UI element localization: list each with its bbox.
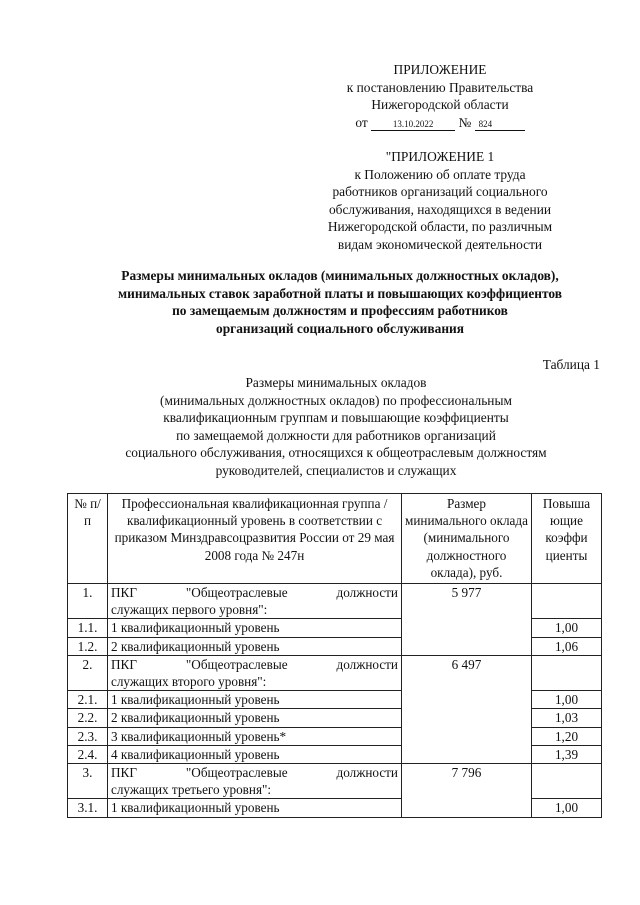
row-coef: 1,00 <box>532 691 602 709</box>
main-title <box>60 267 620 337</box>
appendix-header <box>230 61 640 131</box>
table-title-line: по замещаемой должности для работников организаций <box>176 427 496 443</box>
row-level-name: 1 квалификационный уровень <box>108 799 402 817</box>
pkg-label: ПКГ <box>111 585 137 601</box>
row-num: 2.1. <box>68 691 108 709</box>
pkg-name-quoted: "Общеотраслевые <box>185 585 288 601</box>
number-value: 824 <box>475 119 525 131</box>
row-num: 3. <box>68 764 108 799</box>
row-coef-empty <box>532 655 602 690</box>
row-num: 2.2. <box>68 709 108 727</box>
row-salary: 6 497 <box>402 655 532 763</box>
pkg-label: ПКГ <box>111 765 137 781</box>
row-num: 3.1. <box>68 799 108 817</box>
table-title-line: Размеры минимальных окладов <box>245 375 427 390</box>
row-coef-empty <box>532 584 602 619</box>
row-level-name: 1 квалификационный уровень <box>108 691 402 709</box>
pkg-name-rest: служащих первого уровня": <box>111 602 268 618</box>
pkg-name-word: должности <box>336 765 398 781</box>
row-coef: 1,06 <box>532 637 602 655</box>
row-salary: 5 977 <box>402 584 532 656</box>
row-num: 2.3. <box>68 727 108 745</box>
table-row-group <box>68 655 602 690</box>
main-title-line: организаций социального обслуживания <box>216 320 464 336</box>
row-level-name: 1 квалификационный уровень <box>108 619 402 637</box>
table-header-row <box>68 494 602 584</box>
appendix-title: ПРИЛОЖЕНИЕ <box>393 62 487 77</box>
row-coef-empty <box>532 764 602 799</box>
table-title-line: квалификационным группам и повышающие коэффициенты <box>163 410 509 425</box>
row-level-name: 4 квалификационный уровень <box>108 745 402 763</box>
appendix1-line: "ПРИЛОЖЕНИЕ 1 <box>385 149 495 164</box>
row-salary: 7 796 <box>402 764 532 818</box>
row-level-name: 3 квалификационный уровень* <box>108 727 402 745</box>
row-coef: 1,00 <box>532 799 602 817</box>
pkg-name-word: должности <box>336 585 398 601</box>
row-group-name <box>108 655 402 690</box>
main-title-line: минимальных ставок заработной платы и повышающих коэффициентов <box>117 285 562 301</box>
row-level-name: 2 квалификационный уровень <box>108 637 402 655</box>
header-group: Профессиональная квалификационная группа / квалификационный уровень в соответствии с приказом Минздравсоцразвития России от 29 мая 2008 года № 247н <box>108 494 402 584</box>
appendix1-line: обслуживания, находящихся в ведении <box>328 201 552 217</box>
pkg-name-quoted: "Общеотраслевые <box>185 656 288 672</box>
main-title-line: Размеры минимальных окладов (минимальных должностных окладов), <box>121 268 559 283</box>
table-title-line: руководителей, специалистов и служащих <box>215 462 457 478</box>
appendix1-line: работников организаций социального <box>332 184 548 199</box>
salary-table <box>67 493 602 818</box>
row-num: 1. <box>68 584 108 619</box>
pkg-name-rest: служащих второго уровня": <box>111 674 267 690</box>
pkg-name-quoted: "Общеотраслевые <box>185 765 288 781</box>
table-row-group <box>68 764 602 799</box>
main-title-line: по замещаемым должностям и профессиям работников <box>172 303 508 318</box>
appendix1-line: Нижегородской области, по различным <box>327 219 553 234</box>
region-line: Нижегородской области <box>371 97 509 112</box>
table-title-line: социального обслуживания, относящихся к общеотраслевым должностям <box>125 445 547 460</box>
number-prefix: № <box>458 114 472 130</box>
row-coef: 1,03 <box>532 709 602 727</box>
appendix1-block <box>230 148 640 253</box>
date-prefix: от <box>355 114 368 130</box>
row-num: 1.2. <box>68 637 108 655</box>
header-num: № п/п <box>68 494 108 584</box>
appendix1-line: видам экономической деятельности <box>337 236 543 252</box>
row-group-name <box>108 584 402 619</box>
table-label: Таблица 1 <box>542 357 600 372</box>
row-level-name: 2 квалификационный уровень <box>108 709 402 727</box>
pkg-label: ПКГ <box>111 656 137 672</box>
row-group-name <box>108 764 402 799</box>
pkg-name-word: должности <box>336 656 398 672</box>
table-title <box>60 374 612 479</box>
row-coef: 1,00 <box>532 619 602 637</box>
pkg-name-rest: служащих третьего уровня": <box>111 782 272 798</box>
resolution-line: к постановлению Правительства <box>346 79 534 95</box>
appendix1-line: к Положению об оплате труда <box>354 166 526 182</box>
row-coef: 1,20 <box>532 727 602 745</box>
row-num: 2. <box>68 655 108 690</box>
row-num: 2.4. <box>68 745 108 763</box>
date-number-line <box>230 114 640 132</box>
header-coef: Повыша ющие коэффи циенты <box>532 494 602 584</box>
table-row-group <box>68 584 602 619</box>
table-title-line: (минимальных должностных окладов) по профессиональным <box>160 392 512 408</box>
header-salary: Размер минимального оклада (минимального должностного оклада), руб. <box>402 494 532 584</box>
row-num: 1.1. <box>68 619 108 637</box>
date-value: 13.10.2022 <box>371 119 455 131</box>
row-coef: 1,39 <box>532 745 602 763</box>
